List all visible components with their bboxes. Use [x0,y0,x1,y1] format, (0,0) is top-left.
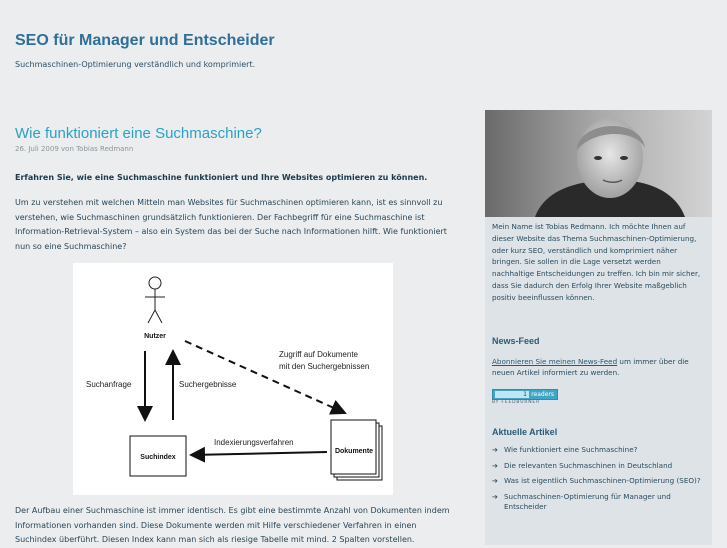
news-feed-text [492,356,692,380]
results-label: Suchergebnisse [179,380,237,389]
author-photo [485,110,712,217]
news-feed-title: News-Feed [492,335,540,346]
feedburner-count: 1 [495,391,529,398]
list-item[interactable] [492,476,707,487]
author-bio: Mein Name ist Tobias Redmann. Ich möchte Ihnen auf dieser Website das Thema Suchmaschinen-Optimierung, oder kurz SEO, verständlich und komprimiert näher bringen. Sie sollen in die Lage versetzt werden nachhaltige Entscheidungen zu treffen. Ich bin mir sicher, dass Sie dadurch den Erfolg Ihrer Website maßgeblich positiv beeinflussen können. [492,222,701,302]
user-label: Nutzer [144,333,166,340]
recent-articles-title: Aktuelle Artikel [492,427,558,438]
article-link[interactable]: Suchmaschinen-Optimierung für Manager und Entscheider [504,491,671,512]
search-engine-diagram [73,263,393,495]
post-meta: 26. Juli 2009 von Tobias Redmann [15,145,134,153]
arrow-right-icon: ➔ [492,492,498,501]
post-title[interactable]: Wie funktioniert eine Suchmaschine? [15,125,262,142]
list-item[interactable] [492,445,707,456]
index-label: Suchindex [140,454,176,461]
arrow-right-icon: ➔ [492,446,498,455]
documents-label: Dokumente [334,448,374,455]
arrow-right-icon: ➔ [492,461,498,470]
query-label: Suchanfrage [86,380,132,389]
access-label-1: Zugriff auf Dokumente [279,350,359,359]
post-paragraph: Um zu verstehen mit welchen Mitteln man Websites für Suchmaschinen optimieren kann, ist es sinnvoll zu verstehen, wie Suchmaschinen grundsätzlich funktionieren. Der Fachbegriff für eine Suchmaschine ist Information-Retrieval-System – also ein System das bei der Suche nach Informationen hilft. Wie funktioniert nun so eine Suchmaschine? [15,198,447,251]
stick-figure-icon [145,277,165,323]
list-item[interactable] [492,461,707,472]
feedburner-badge[interactable] [492,389,558,405]
feedburner-by: BY FEEDBURNER [492,400,541,406]
article-link[interactable]: Was ist eigentlich Suchmaschinen-Optimierung (SEO)? [504,476,701,486]
main-content [15,125,455,548]
list-item[interactable] [492,492,707,513]
article-link[interactable]: Wie funktioniert eine Suchmaschine? [504,445,638,455]
news-feed-description: um immer über die neuen Artikel informiert zu werden. [492,356,689,378]
post-lead: Erfahren Sie, wie eine Suchmaschine funktioniert und Ihre Websites optimieren zu können. [15,173,428,182]
feedburner-readers: readers [492,389,558,400]
access-label-2: mit den Suchergebnissen [279,362,370,371]
news-feed-link[interactable]: Abonnieren Sie meinen News-Feed [492,356,618,366]
site-title[interactable]: SEO für Manager und Entscheider [15,32,275,49]
indexing-label: Indexierungsverfahren [214,438,294,447]
indexing-arrow [191,452,327,455]
article-link[interactable]: Die relevanten Suchmaschinen in Deutschland [504,460,673,470]
sidebar [485,110,712,545]
post-paragraph-2: Der Aufbau einer Suchmaschine ist immer identisch. Es gibt eine bestimmte Anzahl von Dokumenten indem Informationen vorhanden sind. Diese Dokumente werden mit Hilfe verschiedener Verfahren in einen Suchindex überführt. Diesen Index kann man sich als riesige Tabelle mit mind. 2 Spalten vorstellen. [15,506,450,544]
recent-articles-list [492,445,707,513]
tagline: Suchmaschinen-Optimierung verständlich und komprimiert. [15,60,256,69]
arrow-right-icon: ➔ [492,477,498,486]
